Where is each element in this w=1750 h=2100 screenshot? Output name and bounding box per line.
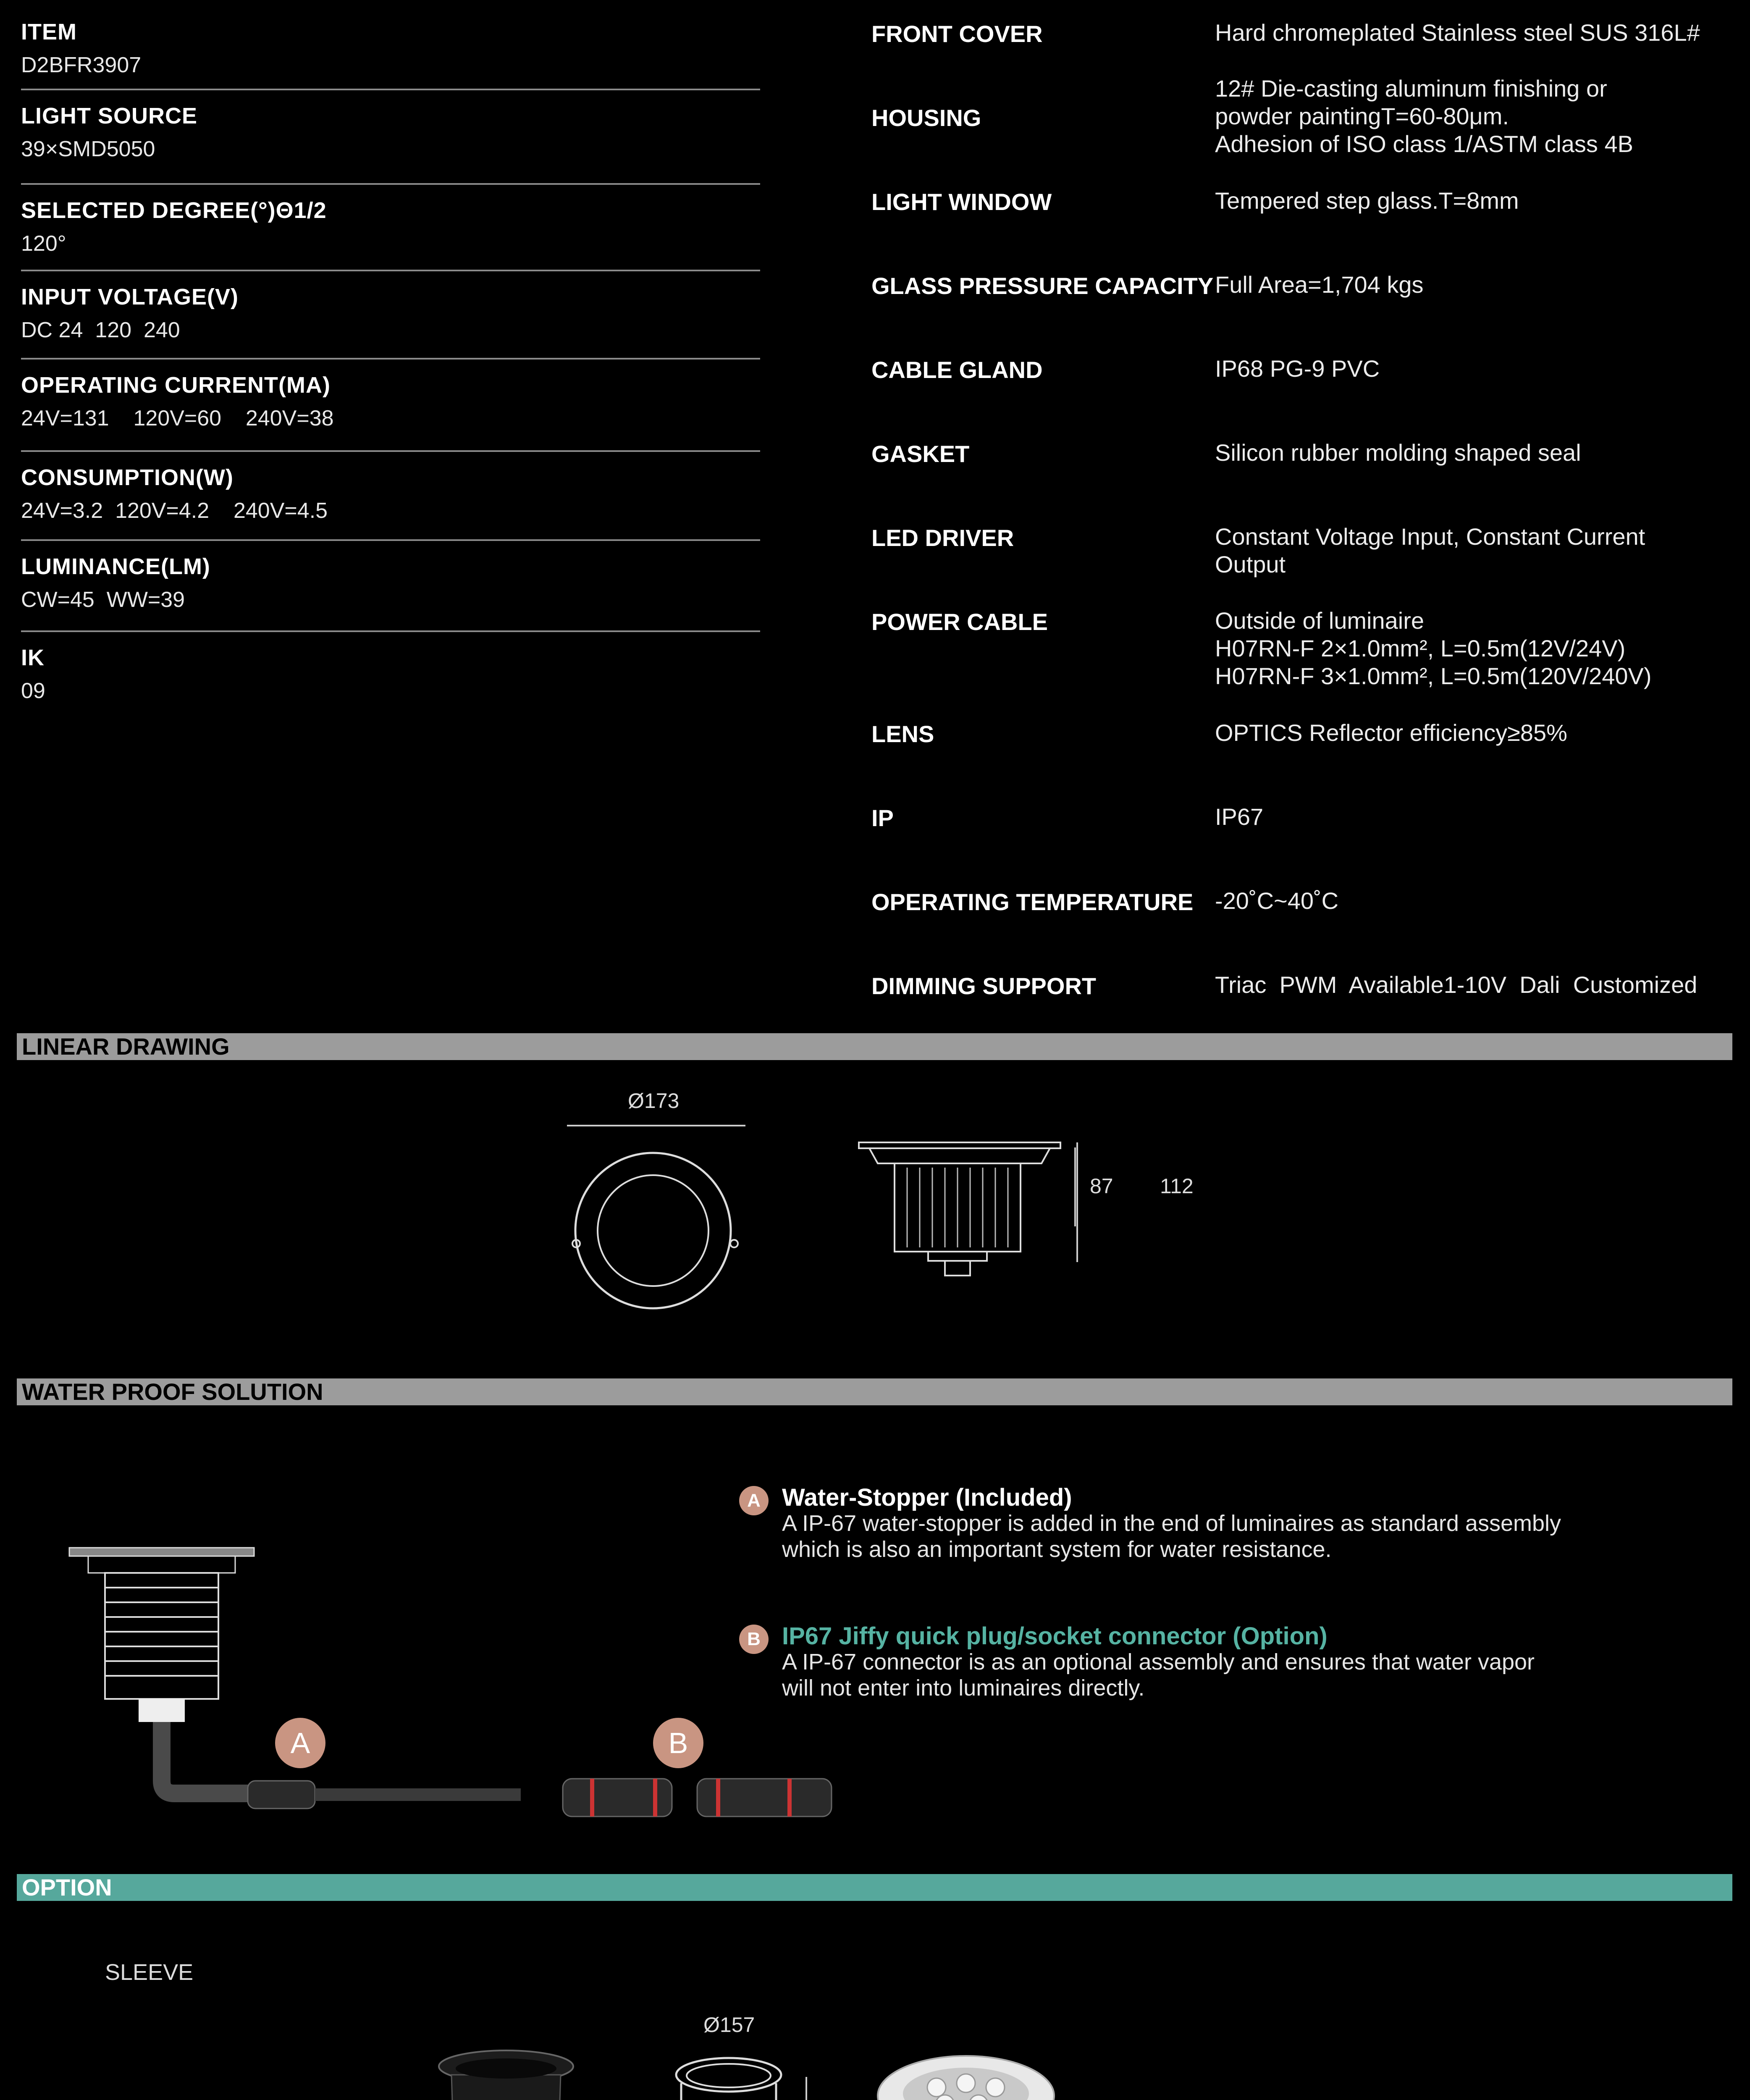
left-spec-label: CONSUMPTION(W) xyxy=(21,465,234,490)
left-spec-divider xyxy=(21,358,760,360)
linear-diameter-label: Ø173 xyxy=(628,1089,680,1113)
right-spec-value: -20˚C~40˚C xyxy=(1215,887,1339,914)
left-spec-1 xyxy=(21,103,760,162)
right-spec-value: OPTICS Reflector efficiency≥85% xyxy=(1215,719,1567,746)
left-spec-value: CW=45 WW=39 xyxy=(21,588,185,612)
left-spec-label: LIGHT SOURCE xyxy=(21,103,198,129)
left-spec-4 xyxy=(21,372,760,431)
linear-drawing-figure xyxy=(542,1113,1088,1357)
left-spec-label: OPERATING CURRENT(MA) xyxy=(21,373,331,398)
right-spec-value: Outside of luminaire H07RN-F 2×1.0mm², L=0.5m(12V/24V) H07RN-F 3×1.0mm², L=0.5m(120V/240V) xyxy=(1215,607,1652,689)
water-stopper-title: Water-Stopper (Included) xyxy=(782,1484,1072,1511)
left-spec-value: D2BFR3907 xyxy=(21,53,142,77)
left-spec-divider xyxy=(21,183,760,185)
left-spec-divider xyxy=(21,450,760,452)
left-spec-label: ITEM xyxy=(21,19,77,45)
right-spec-label: LENS xyxy=(871,721,934,747)
right-spec-label: LED DRIVER xyxy=(871,525,1014,551)
right-spec-label: LIGHT WINDOW xyxy=(871,189,1052,215)
section-linear-drawing: LINEAR DRAWING xyxy=(17,1033,1732,1060)
right-spec-value: Tempered step glass.T=8mm xyxy=(1215,187,1519,214)
waterproof-illustration xyxy=(63,1541,861,1835)
section-option: OPTION xyxy=(17,1874,1732,1901)
left-spec-3 xyxy=(21,284,760,343)
water-stopper-text-1: A IP-67 water-stopper is added in the end of luminaires as standard assembly xyxy=(782,1511,1561,1536)
sleeve-figures xyxy=(433,2050,1147,2100)
right-spec-label: DIMMING SUPPORT xyxy=(871,973,1097,999)
right-spec-value: Hard chromeplated Stainless steel SUS 316L# xyxy=(1215,19,1700,46)
connector-text-1: A IP-67 connector is as an optional assembly and ensures that water vapor xyxy=(782,1649,1535,1675)
right-spec-label: GASKET xyxy=(871,441,970,467)
left-spec-divider xyxy=(21,270,760,271)
sleeve-diameter: Ø157 xyxy=(703,2013,755,2037)
left-spec-5 xyxy=(21,465,760,523)
linear-height-outer: 112 xyxy=(1160,1174,1194,1198)
badge-b: B xyxy=(739,1625,769,1654)
right-spec-value: Silicon rubber molding shaped seal xyxy=(1215,439,1581,466)
left-spec-label: IK xyxy=(21,645,45,670)
left-spec-value: 24V=131 120V=60 240V=38 xyxy=(21,406,334,430)
right-spec-label: IP xyxy=(871,805,894,831)
right-spec-value: 12# Die-casting aluminum finishing or powder paintingT=60-80μm. Adhesion of ISO class 1/ASTM class 4B xyxy=(1215,75,1633,157)
water-stopper-text-2: which is also an important system for water resistance. xyxy=(782,1537,1332,1562)
badge-b-large: B xyxy=(653,1718,703,1768)
left-spec-value: 120° xyxy=(21,231,66,256)
left-spec-0 xyxy=(21,19,760,78)
linear-height-inner: 87 xyxy=(1090,1174,1113,1198)
left-spec-value: 09 xyxy=(21,679,45,703)
right-spec-label: CABLE GLAND xyxy=(871,357,1043,383)
right-spec-label: POWER CABLE xyxy=(871,609,1048,635)
left-spec-label: SELECTED DEGREE(°)Θ1/2 xyxy=(21,198,327,223)
right-spec-value: Triac PWM Available1-10V Dali Customized xyxy=(1215,971,1698,998)
right-spec-value: IP67 xyxy=(1215,803,1264,830)
left-spec-value: 39×SMD5050 xyxy=(21,137,155,161)
left-spec-divider xyxy=(21,539,760,541)
section-water-proof: WATER PROOF SOLUTION xyxy=(17,1378,1732,1405)
left-spec-divider xyxy=(21,89,760,90)
connector-text-2: will not enter into luminaires directly. xyxy=(782,1675,1145,1701)
right-spec-label: GLASS PRESSURE CAPACITY xyxy=(871,273,1214,299)
left-spec-value: DC 24 120 240 xyxy=(21,318,180,342)
badge-a-large: A xyxy=(275,1718,325,1768)
left-spec-label: INPUT VOLTAGE(V) xyxy=(21,284,239,310)
right-spec-value: Full Area=1,704 kgs xyxy=(1215,271,1424,298)
left-spec-6 xyxy=(21,554,760,612)
right-spec-label: HOUSING xyxy=(871,105,981,131)
left-spec-value: 24V=3.2 120V=4.2 240V=4.5 xyxy=(21,499,328,523)
left-spec-2 xyxy=(21,197,760,256)
left-spec-divider xyxy=(21,630,760,632)
sleeve-title: SLEEVE xyxy=(105,1960,194,1985)
right-spec-value: IP68 PG-9 PVC xyxy=(1215,355,1380,382)
right-spec-label: FRONT COVER xyxy=(871,21,1043,47)
left-spec-7 xyxy=(21,645,760,704)
connector-title: IP67 Jiffy quick plug/socket connector (Option) xyxy=(782,1622,1328,1650)
right-spec-value: Constant Voltage Input, Constant Current Output xyxy=(1215,523,1645,578)
right-spec-label: OPERATING TEMPERATURE xyxy=(871,889,1194,915)
badge-a: A xyxy=(739,1486,769,1515)
left-spec-label: LUMINANCE(LM) xyxy=(21,554,210,579)
